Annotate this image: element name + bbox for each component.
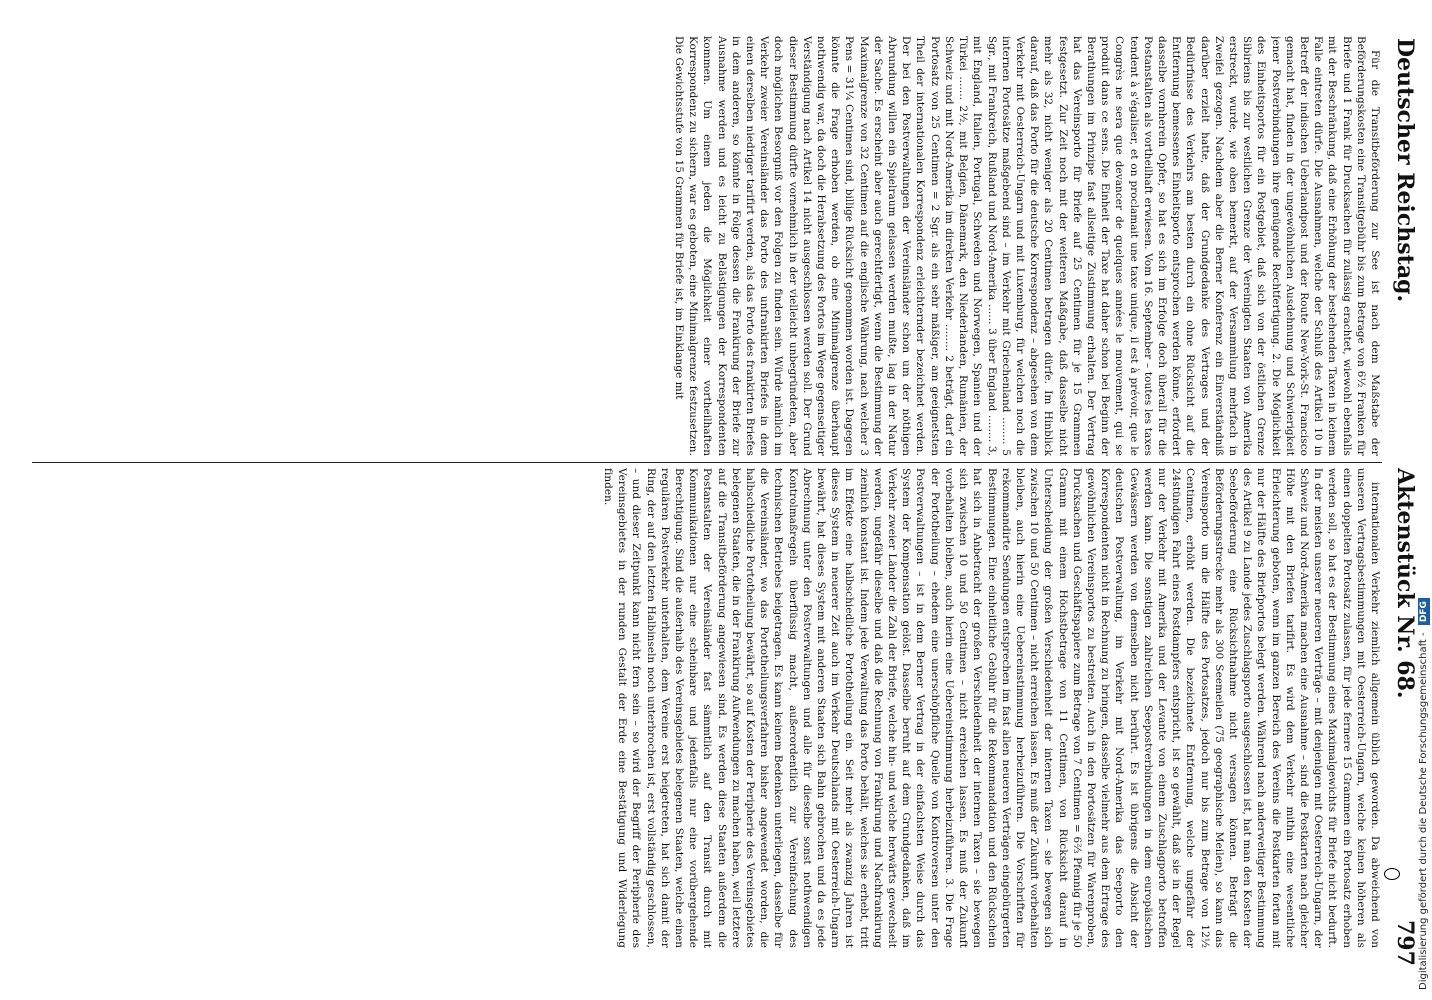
- left-column: [32, 36, 1382, 456]
- page-header-left: Deutscher Reichstag.: [1392, 38, 1418, 303]
- page-number: 797: [1392, 920, 1418, 966]
- middle-column-text: internationalen Verkehr ziemlich allgemein üblich geworden. Da abweichend von unseren Vertragsbestimmungen mit Oesterreich-Ungarn, welche keinen höheren als einen doppelten Portosatz zulassen, für jede fernere 15 Grammen ein Portosatz erhoben werden soll, so hat es der Bestimmung eines Maximalgewichts für Briefe nicht bedurft. In der meisten unserer neueren Verträge – mit denjenigen mit Oesterreich-Ungarn, der Schweiz und Nord-Amerika machen eine Ausnahme – sind die Postkarten nach gleicher Höhe mit den Briefen tarifirt. Es wird dem Verkehr mithin eine wesentliche Erleichterung geboten, wenn im ganzen Bereich des Vereins die Postkarten fortan mit nur der Hälfte des Briefportos belegt werden. Während nach anderweitiger Bestimmung des Artikel 9 zu Lande jedes Zuschlagsporto ausgeschlossen ist, hat man den Kosten der Seebeförderung eine Rücksichtnahme nicht versagen können. Beträgt die Beförderungsstrecke mehr als 300 Seemeilen (75 geographische Meilen), so kann das Vereinsporto um die Hälfte des Portosatzes, jedoch nur bis zum Betrage von 12½ Centimen, erhöht werden. Die bezeichnete Entfernung, welche ungefähr der 24stündigen Fahrt eines Postdampfers entspricht, ist so gewählt, daß sie in der Regel nur der Verkehr mit Amerika und der Levante von einem Zuschlagporto betroffen werden kann. Die sonstigen zahlreichen Seepostverbindungen in dem europäischen Gewässern werden von demselben nicht berührt. Es ist übrigens die Absicht der deutschen Postverwaltung, im Verkehr mit Nord-Amerika das Seeporto den Korrespondenten nicht in Rechnung zu bringen, dasselbe vielmehr aus dem Ertrage des gewöhnlichen Vereinsportos zu bestreiten. Auch in den Portosätzen für Warenproben, Drucksachen und Geschäftspapiere zum Betrage von 7 Centimen = 6⅔ Pfennig für je 50 Gramm mit einem Höchstbetrage von 11 Centimen, von Rücksicht darauf in Unterscheidung der großen Verschiedenheit der internen Taxen – sie bewegen sich zwischen 10 und 50 Centimen – nicht erreichen lassen. Es muß der Zukunft vorbehalten bleiben, auch hierin eine Uebereinstimmung herbeizuführen. Die Vorschriften für rekommandirte Sendungen entsprechen im fast allen neueren Verträgen eingebürgerten Bestimmungen. Eine einheitliche Gebühr für die Rekommandation und den Rückschein hat sich in Anbetracht der großen Verschiedenheit der internen Taxen – sie bewegen sich zwischen 10 und 50 Centimen – nicht erreichen lassen. Es muß der Zukunft vorbehalten bleiben, auch hierin eine Uebereinstimmung herbeizuführen. 3. Die Frage der Portotheilung – ehedem eine unerschöpfliche Quelle von Kontroversen unter den Postverwaltungen – ist in dem Berner Vertrag in der einfachsten Weise durch das System der Kompensation gelöst. Dasselbe beruht auf dem Grundgedanken, daß im Verkehr zweier Länder die Zahl der Briefe, welche hin- und welche herwärts gewechselt werden, ungefähr dieselbe und daß die Rechnung von Frankirung und Nachfrankirung ziemlich konstant ist. Indem jede Verwaltung das Porto behält, welches sie erhebt, tritt im Effekte eine halbschiedliche Portotheilung ein. Seit mehr als zwanzig Jahren ist dieses System in neuerer Zeit auch im Verkehr Deutschlands mit Oesterreich-Ungarn bewährt, hat dieses System mit anderen Staaten sich Bahn gebrochen und da es jede Abrechnung unter den Postverwaltungen und alle für dieselbe sonst nothwendigen Kontrolmaßregeln überflüssig macht, außerordentlich zur Vereinfachung des technischen Betriebes beigetragen. Es kann keinem Bedenken unterliegen, dasselbe für die Vereinsländer, wo das Portotheilungsverfahren bisher angewendet worden, die halbschiedliche Portotheilung bewährt, so auf Kosten der Peripherie des Vereinsgebietes belegenen Staaten, die in der Frankirung Aufwendungen zu machen haben, weil letztere auf die Transitbeförderung angewiesen sind. Es werden diese Staaten außerdem die Postanstalten der Vereinsländer fast sämmtlich auf den Transit durch mit Kommunikationen nur eine scheinbare und jedenfalls nur eine vorübergehende Berechtigung. Sind die außerhalb des Vereinsgebietes belegenen Staaten, welche einen regulären Postverkehr unterhalten, dem Vereine erst beigetreten, hat sich damit der Ring, der auf den letzten Halbinseln noch unterbrochen ist, erst vollständig geschlossen, – und dieser Zeitpunkt kann nicht fern sein – so wird der Begriff der Peripherie des Vereinsgebietes in der runden Gestalt der Erde eine Bestätigung und Widerlegung finden.: [602, 468, 1381, 948]
- credit-text: Digitalisierung gefördert durch die Deutsche Forschungsgemeinschaft -: [1418, 632, 1429, 990]
- middle-column: [32, 468, 1382, 948]
- digitization-credit: [1418, 598, 1429, 990]
- left-column-text: Für die Transitbeförderung zur See ist nach dem Maßstabe der Beförderungskosten eine Transitgebühr bis zum Betrage von 6½ Franken für Briefe und 1 Frank für Drucksachen für zulässig erachtet, wiewohl ebenfalls mit der Beschränkung, daß eine Erhöhung der bestehenden Taxen in keinem Falle eintreten dürfe. Die Ausnahmen, welche der Schluß des Artikel 10 in Betreff der indischen Ueberlandpost und der Route New-York-St. Francisco gemacht hat, finden in der ungewöhnlichen Ausdehnung und Schwierigkeit jener Postverbindungen ihre genügende Rechtfertigung. 2. Die Möglichkeit des Einheitsportos für ein Postgebiet, daß sich von der östlichen Grenze Sibiriens bis zur westlichen Grenze der Vereinigten Staaten von Amerika erstreckt, wurde, wie oben bemerkt, auf der Versammlung mehrfach in Zweifel gezogen. Nachdem aber die Berner Konferenz ein Einverständniß darüber erzielt hatte, daß der Grundgedanke des Vertrages und der Bedürfnisse des Verkehrs am besten durch ein ohne Rücksicht auf die Entfernung bemessenes Einheitsporto entsprochen werden könne, erfordert dasselbe vornherein Opfer, so hat es sich im Erfolge doch überall für die Postanstalten als vortheilhaft erwiesen. Vom 16. September – toutes les taxes tendent à s'égaliser, et on proclamait une taxe unique, il est à prévoir, que le Congrès ne sera que devancer de quelques années le mouvement, qui se produit dans ce sens. Die Einheit der Taxe hat daher schon bei Beginn der Berathungen im Prinzipe fast allseitige Zustimmung erhalten. Der Vertrag hat das Vereinsporto für Briefe auf 25 Centimen für je 15 Grammen festgesetzt. Zur Zeit noch mit der weiteren Maßgabe, daß dasselbe nicht mehr als 32, nicht weniger als 20 Centimen betragen dürfe. Im Hinblick darauf, daß das Porto für die deutsche Korrespondenz – abgesehen von dem Verkehr mit Oesterreich-Ungarn und mit Luxemburg, für welchen noch die internen Portosätze maßgebend sind – im Verkehr mit Griechenland ........ 5 Sgr., mit Frankreich, Rußland und Nord-Amerika ...... 3 über England ........ 3, mit England, Italien, Portugal, Schweden und Norwegen, Spanien und der Türkei ....... 2½, mit Belgien, Dänemark, den Niederlanden, Rumänien, der Schweiz und mit Nord-Amerika im direkten Verkehr ........ 2 beträgt, darf ein Portosatz von 25 Centimen = 2 Sgr. als ein sehr mäßiger, am geeignetsten Theil der internationalen Korrespondenz erleichternder bezeichnet werden. Der bei den Postverwaltungen der Vereinsländer schon um der nöthigen Abrundung willen ein Spielraum gelassen werden mußte, lag in der Natur der Sache. Es erscheint aber auch gerechtfertigt, wenn die Bestimmung der Maximalgrenze von 32 Centimen auf die englische Währung, nach welcher 3 Pens = 31¼ Centimen sind, billige Rücksicht genommen worden ist. Dagegen könnte die Frage erhoben werden, ob eine Minimalgrenze überhaupt nothwendig war, da doch die Herabsetzung des Portos im Wege gegenseitiger Verständigung nach Artikel 14 nicht ausgeschlossen werden soll. Der Grund dieser Bestimmung dürfte vornehmlich in der vielleicht unbegründeten, aber doch möglichen Besorgniß vor den Folgen zu finden sein. Würde nämlich im Verkehr zweier Vereinsländer das Porto des unfrankirten Briefes in dem einen derselben niedriger tarifirt werden, als das Porto des frankirten Briefes in dem anderen, so könnte in Folge dessen die Frankirung der Briefe zur Ausnahme werden und es leicht zu Belästigungen der Korrespondenten kommen. Um einem jeden die Möglichkeit einer vortheilhaften Korrespondenz zu sichern, war es geboten, eine Minimalgrenze festzusetzen. Die Gewichtsstufe von 15 Grammen für Briefe ist, im Einklange mit: [673, 36, 1381, 456]
- dfg-logo: DFG: [1418, 598, 1430, 625]
- punch-hole-mark: [1384, 868, 1400, 880]
- page-header-center: Aktenstück Nr. 68.: [1392, 468, 1418, 699]
- column-divider: [32, 462, 1382, 463]
